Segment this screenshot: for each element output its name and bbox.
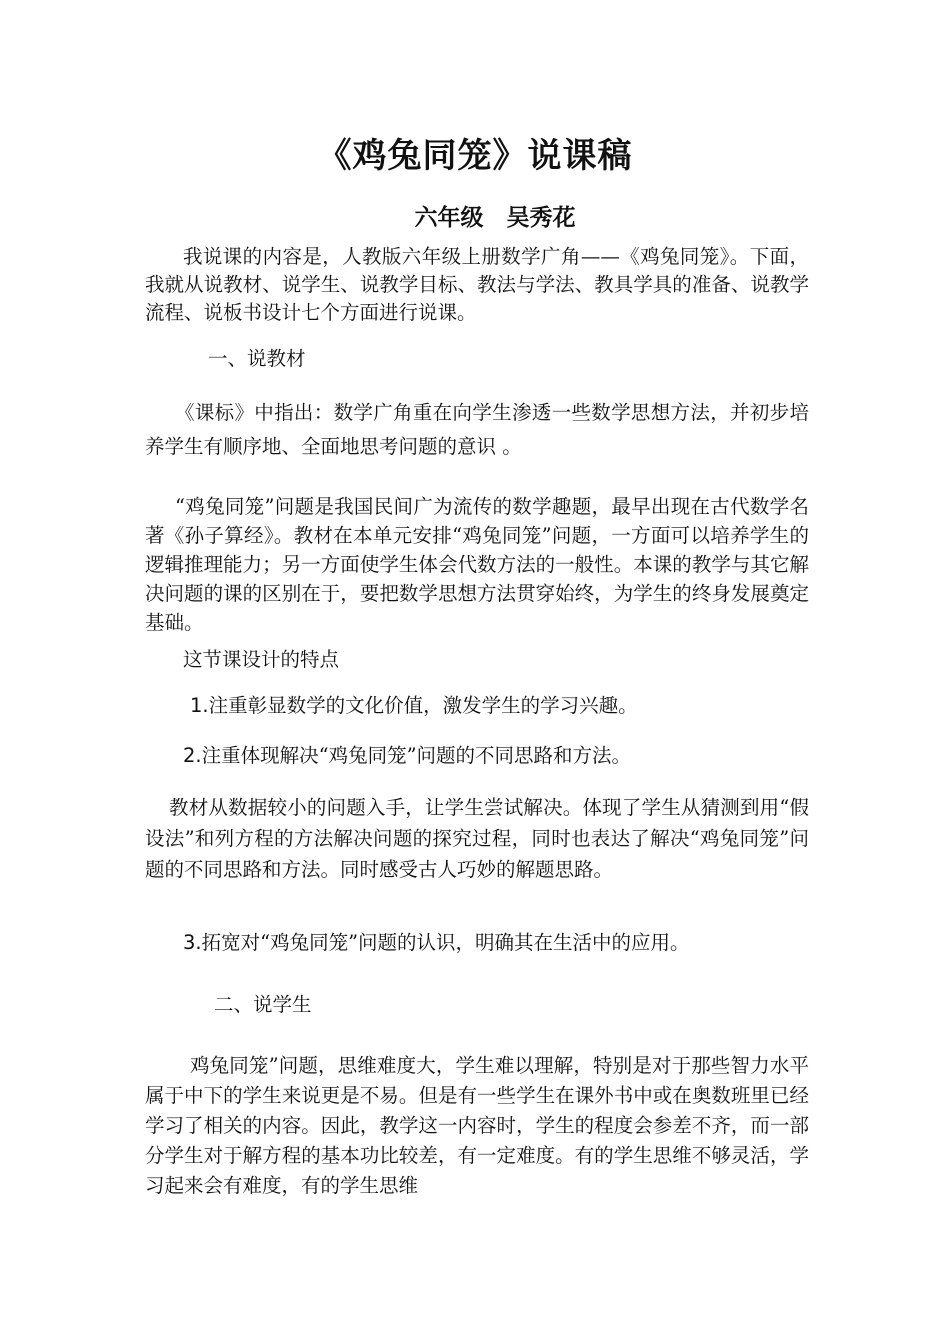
section1-paragraph-2: “鸡兔同笼”问题是我国民间广为流传的数学趣题，最早出现在古代数学名著《孙子算经》。教材在本单元安排“鸡兔同笼”问题，一方面可以培养学生的逻辑推理能力；另一方面使学生体会代数方法的一般性。本课的教学与其它解决问题的课的区别在于，要把数学思想方法贯穿始终，为学生的终身发展奠定基础。 [145,495,809,634]
feature-2 [183,742,631,770]
feature-2-number: 2. [183,744,202,767]
section2-paragraph-1: 鸡兔同笼”问题，思维难度大，学生难以理解，特别是对于那些智力水平属于中下的学生来说更是不易。但是有一些学生在课外书中或在奥数班里已经学习了相关的内容。因此，教学这一内容时，学生的程度会参差不齐，而一部分学生对于解方程的基本功比较差，有一定难度。有的学生思维不够灵活，学习起来会有难度，有的学生思维 [145,1054,809,1197]
feature-1-number: 1. [190,694,209,717]
document-subtitle: 六年级 吴秀花 [414,204,576,231]
intro-paragraph: 我说课的内容是，人教版六年级上册数学广角——《鸡兔同笼》。下面，我就从说教材、说学生、说教学目标、教法与学法、教具学具的准备、说教学流程、说板书设计七个方面进行说课。 [145,245,809,324]
feature-1-text: 注重彰显数学的文化价值，激发学生的学习兴趣。 [208,694,638,717]
feature-3-text: 拓宽对“鸡兔同笼”问题的认识，明确其在生活中的应用。 [201,931,690,954]
document-title: 《鸡兔同笼》说课稿 [317,136,633,176]
section1-paragraph-1: 《课标》中指出：数学广角重在向学生渗透一些数学思想方法，并初步培养学生有顺序地、全面地思考问题的意识 。 [145,401,809,458]
feature-1 [190,692,638,720]
feature-3-number: 3. [183,931,202,954]
section1-heading: 一、说教材 [208,347,306,370]
features-heading: 这节课设计的特点 [183,648,340,671]
section2-heading: 二、说学生 [214,993,312,1016]
feature-3 [183,929,690,957]
feature-2-text: 注重体现解决“鸡兔同笼”问题的不同思路和方法。 [201,744,632,767]
feature-2-detail: 教材从数据较小的问题入手，让学生尝试解决。体现了学生从猜测到用“假设法”和列方程的方法解决问题的探究过程，同时也表达了解决“鸡兔同笼”问题的不同思路和方法。同时感受古人巧妙的解题思路。 [145,796,809,881]
